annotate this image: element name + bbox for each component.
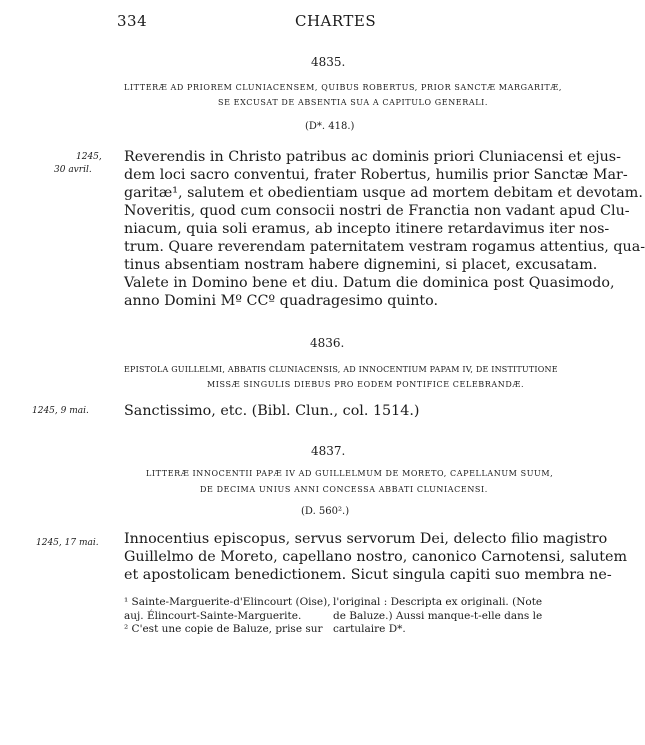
text-line: Guillelmo de Moreto, capellano nostro, canonico Carnotensi, salutem xyxy=(124,549,628,565)
footnote-line: ² C'est une copie de Baluze, prise sur xyxy=(124,623,323,635)
footnotes-right-column xyxy=(333,596,542,637)
text-line: Innocentius episcopus, servus servorum Dei, delecto filio magistro xyxy=(124,531,608,547)
charter-source: (D*. 418.) xyxy=(305,121,355,132)
footnote-line: cartulaire D*. xyxy=(333,623,406,635)
footnote-line: l'original : Descripta ex originali. (Note xyxy=(333,596,543,608)
page-number: 334 xyxy=(117,12,148,30)
charter-source: (D. 560².) xyxy=(301,506,350,517)
footnote-line: ¹ Sainte-Marguerite-d'Elincourt (Oise), xyxy=(124,596,331,608)
text-line: garitæ¹, salutem et obedientiam usque ad mortem debitam et devotam. xyxy=(124,185,643,201)
charter-number: 4836. xyxy=(310,336,345,350)
charter-number: 4837. xyxy=(311,444,346,458)
footnotes-left-column xyxy=(124,596,331,637)
text-line: Reverendis in Christo patribus ac dominis priori Cluniacensi et ejus- xyxy=(124,149,621,165)
charter-text xyxy=(124,148,645,310)
charter-date: 30 avril. xyxy=(54,165,92,175)
text-line: Noveritis, quod cum consocii nostri de Franctia non vadant apud Clu- xyxy=(124,203,630,219)
charter-summary-line: DE DECIMA UNIUS ANNI CONCESSA ABBATI CLUNIACENSI. xyxy=(200,485,488,494)
charter-number: 4835. xyxy=(311,55,346,69)
charter-summary-line: EPISTOLA GUILLELMI, ABBATIS CLUNIACENSIS, AD INNOCENTIUM PAPAM IV, DE INSTITUTIONE xyxy=(124,365,558,374)
charter-text: Sanctissimo, etc. (Bibl. Clun., col. 1514.) xyxy=(124,403,420,419)
charter-date: 1245, 17 mai. xyxy=(36,538,99,548)
charter-summary-line: LITTERÆ AD PRIOREM CLUNIACENSEM, QUIBUS ROBERTUS, PRIOR SANCTÆ MARGARITÆ, xyxy=(124,83,563,92)
text-line: dem loci sacro conventui, frater Robertus, humilis prior Sanctæ Mar- xyxy=(124,167,628,183)
charter-summary-line: SE EXCUSAT DE ABSENTIA SUA A CAPITULO GENERALI. xyxy=(218,98,489,107)
text-line: niacum, quia soli eramus, ab incepto itinere retardavimus iter nos- xyxy=(124,221,610,237)
footnote-line: de Baluze.) Aussi manque-t-elle dans le xyxy=(333,609,543,622)
charter-summary-line: MISSÆ SINGULIS DIEBUS PRO EODEM PONTIFICE CELEBRANDÆ. xyxy=(207,380,525,389)
text-line: tinus absentiam nostram habere dignemini, si placet, excusatam. xyxy=(124,257,598,273)
charter-date: 1245, xyxy=(76,152,102,162)
text-line: Valete in Domino bene et diu. Datum die dominica post Quasimodo, xyxy=(124,275,615,291)
charter-summary-line: LITTERÆ INNOCENTII PAPÆ IV AD GUILLELMUM DE MORETO, CAPELLANUM SUUM, xyxy=(146,469,554,478)
running-title: CHARTES xyxy=(295,12,377,30)
footnote-line: auj. Élincourt-Sainte-Marguerite. xyxy=(124,609,302,622)
text-line: et apostolicam benedictionem. Sicut singula capiti suo membra ne- xyxy=(124,567,612,583)
text-line: anno Domini Mº CCº quadragesimo quinto. xyxy=(124,293,439,309)
text-line: trum. Quare reverendam paternitatem vestram rogamus attentius, qua- xyxy=(124,239,645,255)
charter-text xyxy=(124,530,628,584)
charter-date: 1245, 9 mai. xyxy=(32,406,89,416)
